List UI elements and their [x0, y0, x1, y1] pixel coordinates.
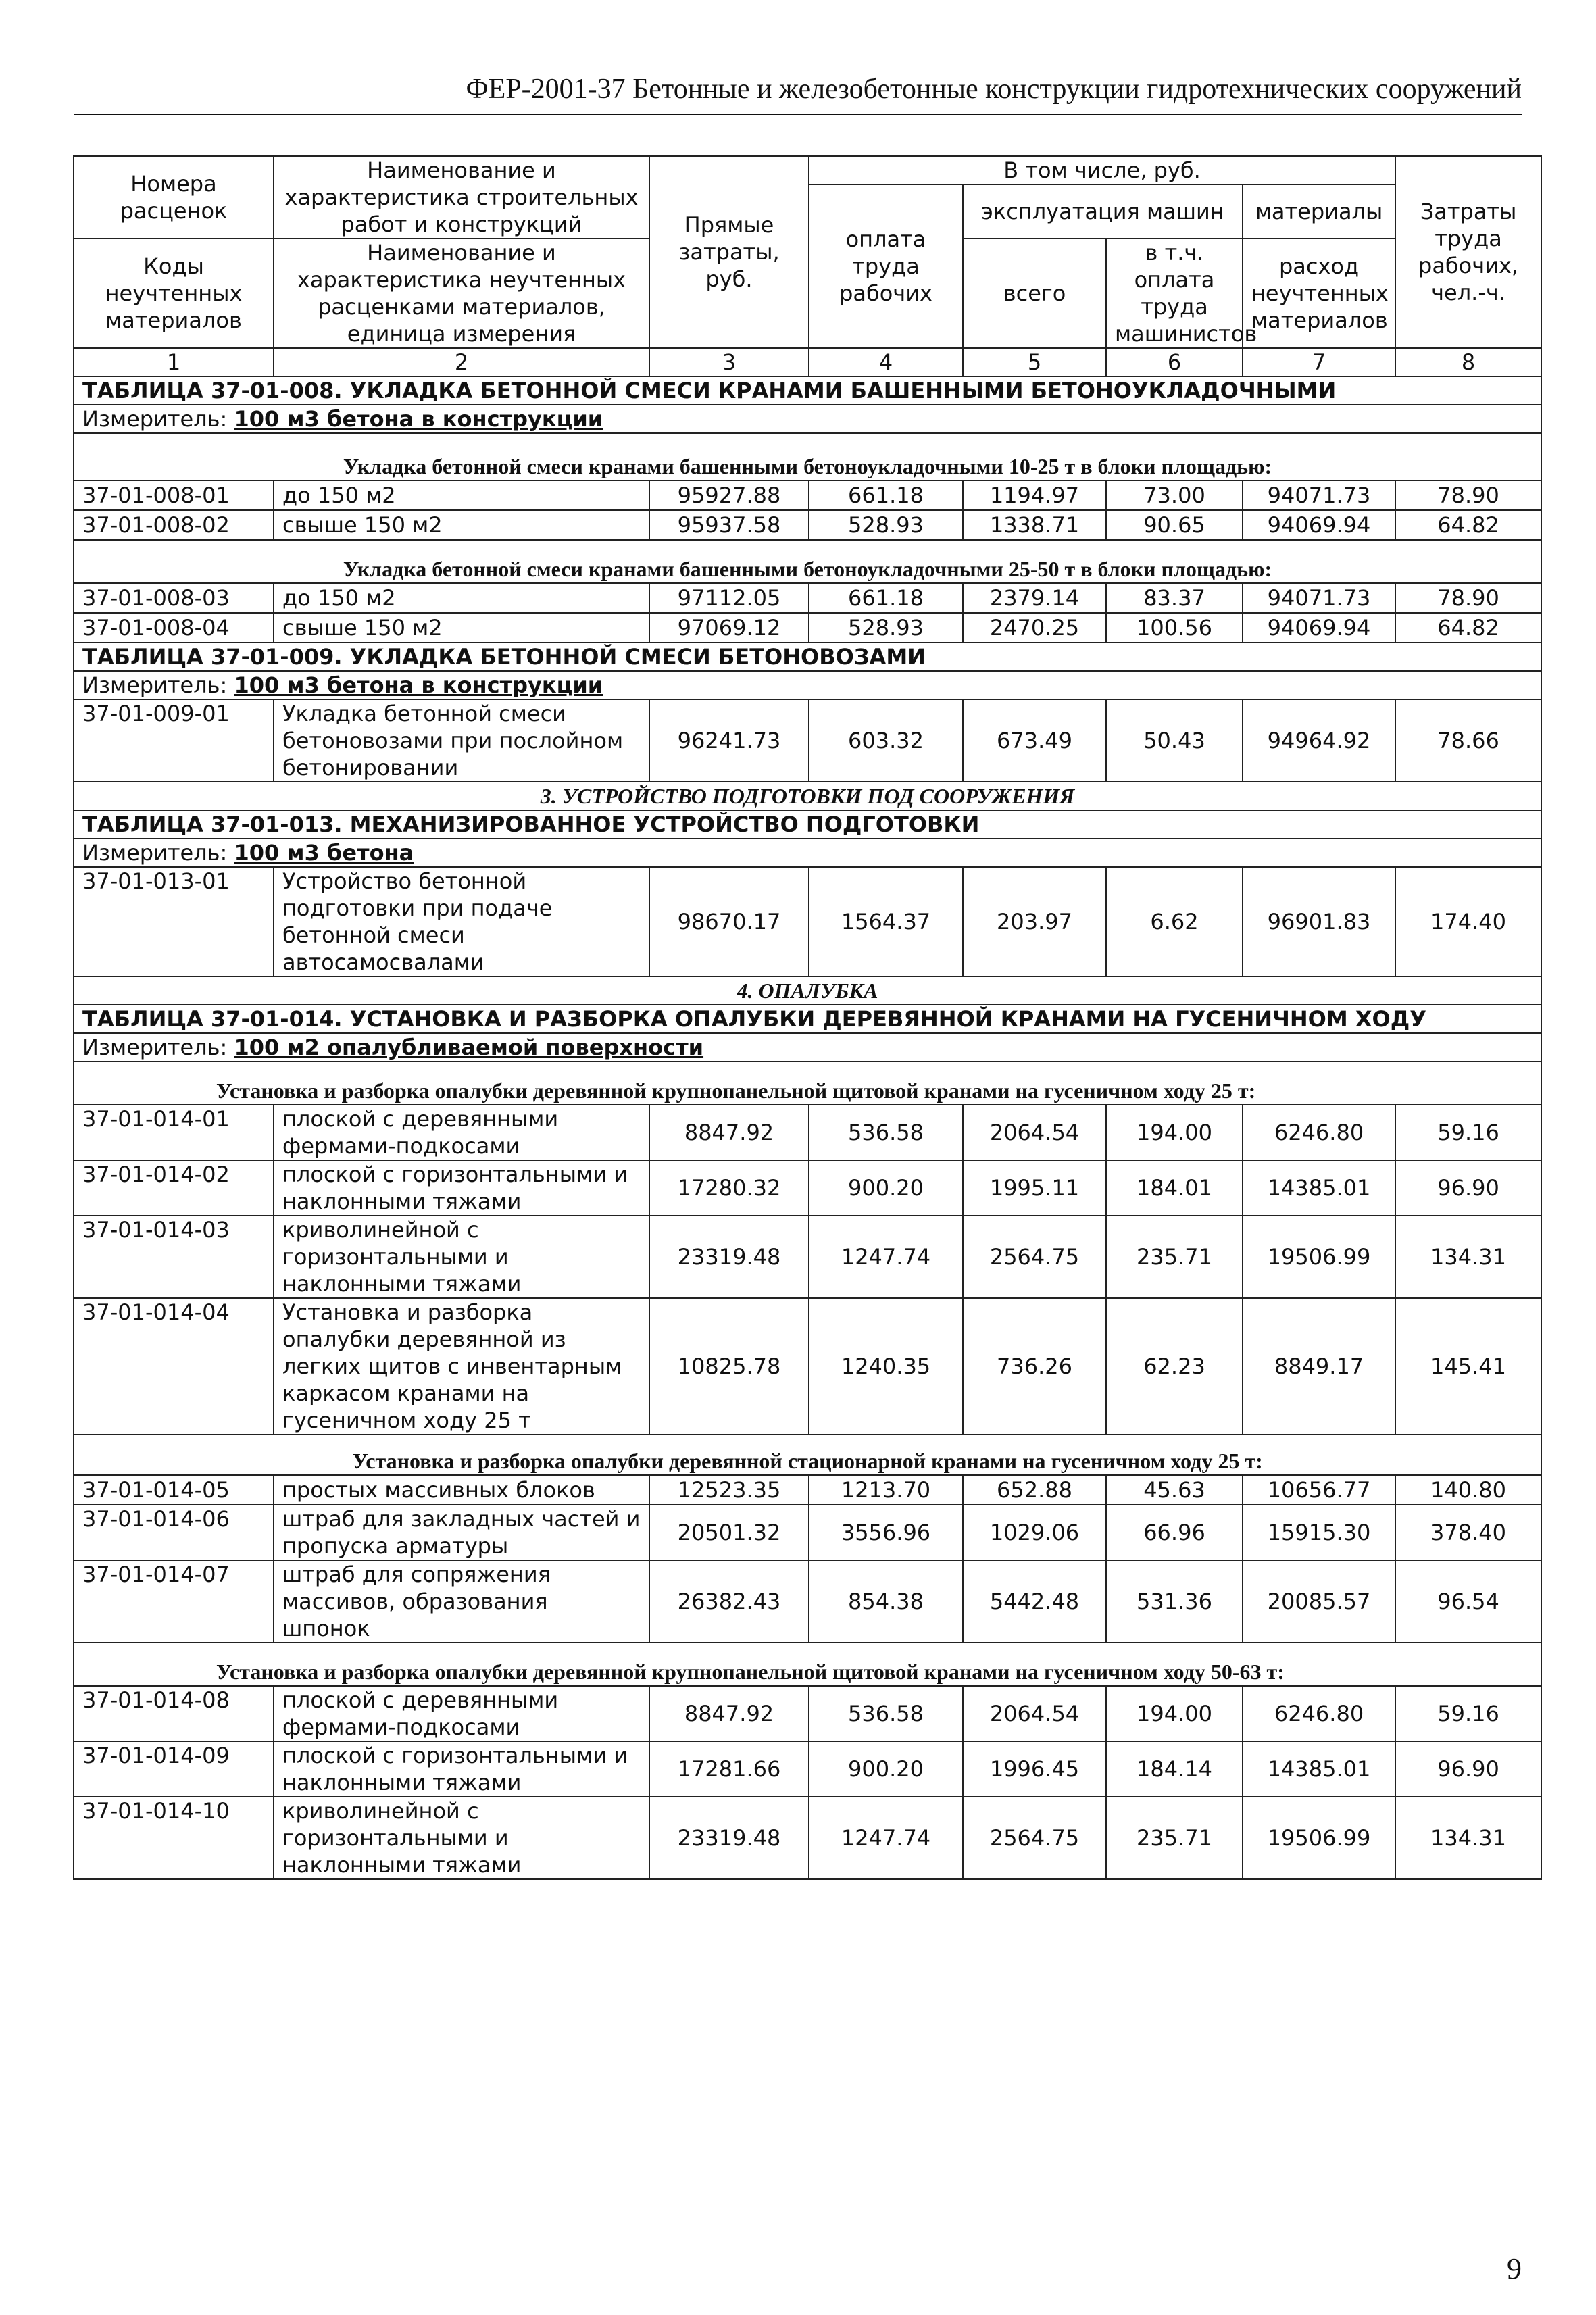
worker-pay: 528.93: [809, 613, 963, 643]
table-row: [74, 510, 1541, 540]
section-heading: 3. УСТРОЙСТВО ПОДГОТОВКИ ПОД СООРУЖЕНИЯ: [74, 782, 1541, 810]
direct-cost: 17281.66: [649, 1741, 809, 1797]
table-title: ТАБЛИЦА 37-01-014. УСТАНОВКА И РАЗБОРКА ОПАЛУБКИ ДЕРЕВЯННОЙ КРАНАМИ НА ГУСЕНИЧНОМ ХОДУ: [74, 1005, 1541, 1033]
machine-total: 5442.48: [963, 1560, 1106, 1643]
rate-code: 37-01-014-07: [74, 1560, 274, 1643]
machine-total: 203.97: [963, 867, 1106, 976]
machinist-pay: 50.43: [1106, 699, 1243, 782]
materials: 14385.01: [1243, 1741, 1395, 1797]
rate-code: 37-01-008-03: [74, 583, 274, 613]
machine-total: 2064.54: [963, 1686, 1106, 1741]
group-row: [74, 1062, 1541, 1105]
rate-name: Установка и разборка опалубки деревянной из легких щитов с инвентарным каркасом кранами на гусеничном ходу 25 т: [274, 1298, 649, 1435]
group-row: [74, 540, 1541, 583]
worker-pay: 900.20: [809, 1160, 963, 1216]
machine-total: 736.26: [963, 1298, 1106, 1435]
table-title-row: [74, 376, 1541, 405]
rate-name: штраб для закладных частей и пропуска арматуры: [274, 1505, 649, 1560]
group-heading: Укладка бетонной смеси кранами башенными бетоноукладочными 10-25 т в блоки площадью:: [74, 433, 1541, 480]
measure-label: Измеритель:: [82, 1035, 234, 1060]
materials: 94964.92: [1243, 699, 1395, 782]
worker-pay: 3556.96: [809, 1505, 963, 1560]
worker-pay: 661.18: [809, 480, 963, 510]
machinist-pay: 235.71: [1106, 1797, 1243, 1879]
machine-total: 2564.75: [963, 1216, 1106, 1298]
machinist-pay: 66.96: [1106, 1505, 1243, 1560]
column-numbers-row: [74, 348, 1541, 376]
measure-label: Измеритель:: [82, 672, 234, 698]
direct-cost: 12523.35: [649, 1475, 809, 1505]
table-row: [74, 1216, 1541, 1298]
group-heading: Установка и разборка опалубки деревянной крупнопанельной щитовой кранами на гусеничном ходу 50-63 т:: [74, 1643, 1541, 1686]
rate-name: Устройство бетонной подготовки при подаче бетонной смеси автосамосвалами: [274, 867, 649, 976]
worker-pay: 900.20: [809, 1741, 963, 1797]
labor-hours: 378.40: [1395, 1505, 1541, 1560]
materials: 6246.80: [1243, 1686, 1395, 1741]
machinist-pay: 235.71: [1106, 1216, 1243, 1298]
header-rule: [74, 114, 1522, 115]
table-row: [74, 480, 1541, 510]
labor-hours: 96.90: [1395, 1160, 1541, 1216]
rate-name: до 150 м2: [274, 583, 649, 613]
rate-name: криволинейной с горизонтальными и наклонными тяжами: [274, 1216, 649, 1298]
direct-cost: 23319.48: [649, 1216, 809, 1298]
table-row: [74, 1160, 1541, 1216]
rate-code: 37-01-014-09: [74, 1741, 274, 1797]
machine-total: 1194.97: [963, 480, 1106, 510]
header-col7: расход неучтенных материалов: [1243, 239, 1395, 348]
worker-pay: 536.58: [809, 1686, 963, 1741]
machinist-pay: 73.00: [1106, 480, 1243, 510]
table-title: ТАБЛИЦА 37-01-013. МЕХАНИЗИРОВАННОЕ УСТРОЙСТВО ПОДГОТОВКИ: [74, 810, 1541, 839]
group-heading: Установка и разборка опалубки деревянной крупнопанельной щитовой кранами на гусеничном ходу 25 т:: [74, 1062, 1541, 1105]
direct-cost: 8847.92: [649, 1105, 809, 1160]
table-row: [74, 1560, 1541, 1643]
measure-value: 100 м3 бетона: [234, 840, 414, 866]
group-row: [74, 433, 1541, 480]
table-title-row: [74, 810, 1541, 839]
header-col2-top: Наименование и характеристика строительных работ и конструкций: [274, 156, 649, 239]
measure: [74, 1033, 1541, 1062]
rate-code: 37-01-014-01: [74, 1105, 274, 1160]
header-col8: Затраты труда рабочих, чел.-ч.: [1395, 156, 1541, 348]
materials: 15915.30: [1243, 1505, 1395, 1560]
header-machines: эксплуатация машин: [963, 184, 1243, 239]
rate-code: 37-01-014-06: [74, 1505, 274, 1560]
table-row: [74, 1797, 1541, 1879]
materials: 94071.73: [1243, 583, 1395, 613]
page-number: 9: [1507, 2252, 1522, 2285]
rate-code: 37-01-014-10: [74, 1797, 274, 1879]
worker-pay: 1564.37: [809, 867, 963, 976]
machine-total: 1338.71: [963, 510, 1106, 540]
direct-cost: 98670.17: [649, 867, 809, 976]
rate-name: простых массивных блоков: [274, 1475, 649, 1505]
section-heading: 4. ОПАЛУБКА: [74, 976, 1541, 1005]
table-row: [74, 699, 1541, 782]
rate-code: 37-01-014-02: [74, 1160, 274, 1216]
machine-total: 2470.25: [963, 613, 1106, 643]
direct-cost: 17280.32: [649, 1160, 809, 1216]
rate-code: 37-01-008-02: [74, 510, 274, 540]
materials: 6246.80: [1243, 1105, 1395, 1160]
col-num-6: 6: [1106, 348, 1243, 376]
materials: 19506.99: [1243, 1797, 1395, 1879]
col-num-1: 1: [74, 348, 274, 376]
labor-hours: 78.90: [1395, 480, 1541, 510]
materials: 94071.73: [1243, 480, 1395, 510]
labor-hours: 96.54: [1395, 1560, 1541, 1643]
machine-total: 2379.14: [963, 583, 1106, 613]
machine-total: 1996.45: [963, 1741, 1106, 1797]
measure: [74, 405, 1541, 433]
machinist-pay: 531.36: [1106, 1560, 1243, 1643]
direct-cost: 97069.12: [649, 613, 809, 643]
worker-pay: 528.93: [809, 510, 963, 540]
labor-hours: 140.80: [1395, 1475, 1541, 1505]
table-title-row: [74, 1005, 1541, 1033]
materials: 8849.17: [1243, 1298, 1395, 1435]
table-row: [74, 867, 1541, 976]
machine-total: 652.88: [963, 1475, 1106, 1505]
labor-hours: 96.90: [1395, 1741, 1541, 1797]
labor-hours: 78.66: [1395, 699, 1541, 782]
machine-total: 1995.11: [963, 1160, 1106, 1216]
header-row-1: [74, 156, 1541, 184]
machine-total: 673.49: [963, 699, 1106, 782]
materials: 96901.83: [1243, 867, 1395, 976]
price-table: [73, 155, 1542, 1880]
worker-pay: 1247.74: [809, 1216, 963, 1298]
direct-cost: 10825.78: [649, 1298, 809, 1435]
rate-name: плоской с горизонтальными и наклонными тяжами: [274, 1160, 649, 1216]
worker-pay: 1240.35: [809, 1298, 963, 1435]
worker-pay: 1213.70: [809, 1475, 963, 1505]
labor-hours: 134.31: [1395, 1216, 1541, 1298]
col-num-4: 4: [809, 348, 963, 376]
machinist-pay: 194.00: [1106, 1686, 1243, 1741]
header-col2-bottom: Наименование и характеристика неучтенных расценками материалов, единица измерения: [274, 239, 649, 348]
col-num-5: 5: [963, 348, 1106, 376]
rate-name: свыше 150 м2: [274, 613, 649, 643]
labor-hours: 64.82: [1395, 613, 1541, 643]
header-incl: В том числе, руб.: [809, 156, 1395, 184]
rate-name: плоской с деревянными фермами-подкосами: [274, 1105, 649, 1160]
page-header: ФЕР-2001-37 Бетонные и железобетонные конструкции гидротехнических сооружений: [466, 74, 1522, 105]
worker-pay: 1247.74: [809, 1797, 963, 1879]
rate-name: Укладка бетонной смеси бетоновозами при послойном бетонировании: [274, 699, 649, 782]
measure-row: [74, 839, 1541, 867]
worker-pay: 854.38: [809, 1560, 963, 1643]
rate-name: криволинейной с горизонтальными и наклонными тяжами: [274, 1797, 649, 1879]
labor-hours: 134.31: [1395, 1797, 1541, 1879]
rate-name: до 150 м2: [274, 480, 649, 510]
header-col1-bottom: Коды неучтенных материалов: [74, 239, 274, 348]
materials: 10656.77: [1243, 1475, 1395, 1505]
table-title: ТАБЛИЦА 37-01-009. УКЛАДКА БЕТОННОЙ СМЕСИ БЕТОНОВОЗАМИ: [74, 643, 1541, 671]
measure-label: Измеритель:: [82, 840, 234, 866]
machinist-pay: 6.62: [1106, 867, 1243, 976]
measure-row: [74, 1033, 1541, 1062]
measure-row: [74, 671, 1541, 699]
machine-total: 2064.54: [963, 1105, 1106, 1160]
rate-code: 37-01-008-04: [74, 613, 274, 643]
table-title: ТАБЛИЦА 37-01-008. УКЛАДКА БЕТОННОЙ СМЕСИ КРАНАМИ БАШЕННЫМИ БЕТОНОУКЛАДОЧНЫМИ: [74, 376, 1541, 405]
rate-name: свыше 150 м2: [274, 510, 649, 540]
direct-cost: 8847.92: [649, 1686, 809, 1741]
section-row: [74, 782, 1541, 810]
col-num-8: 8: [1395, 348, 1541, 376]
table-row: [74, 1475, 1541, 1505]
rate-code: 37-01-009-01: [74, 699, 274, 782]
group-heading: Укладка бетонной смеси кранами башенными бетоноукладочными 25-50 т в блоки площадью:: [74, 540, 1541, 583]
labor-hours: 174.40: [1395, 867, 1541, 976]
labor-hours: 59.16: [1395, 1686, 1541, 1741]
table-row: [74, 1741, 1541, 1797]
table-row: [74, 613, 1541, 643]
header-col3: Прямые затраты, руб.: [649, 156, 809, 348]
col-num-7: 7: [1243, 348, 1395, 376]
group-heading: Установка и разборка опалубки деревянной стационарной кранами на гусеничном ходу 25 т:: [74, 1435, 1541, 1475]
direct-cost: 95927.88: [649, 480, 809, 510]
machine-total: 1029.06: [963, 1505, 1106, 1560]
materials: 19506.99: [1243, 1216, 1395, 1298]
labor-hours: 145.41: [1395, 1298, 1541, 1435]
measure-row: [74, 405, 1541, 433]
machinist-pay: 184.01: [1106, 1160, 1243, 1216]
machinist-pay: 184.14: [1106, 1741, 1243, 1797]
group-row: [74, 1435, 1541, 1475]
rate-code: 37-01-008-01: [74, 480, 274, 510]
materials: 14385.01: [1243, 1160, 1395, 1216]
header-col6: в т.ч. оплата труда машинистов: [1106, 239, 1243, 348]
rate-code: 37-01-014-05: [74, 1475, 274, 1505]
measure-label: Измеритель:: [82, 406, 234, 432]
header-materials: материалы: [1243, 184, 1395, 239]
worker-pay: 603.32: [809, 699, 963, 782]
direct-cost: 26382.43: [649, 1560, 809, 1643]
measure: [74, 671, 1541, 699]
direct-cost: 23319.48: [649, 1797, 809, 1879]
machinist-pay: 45.63: [1106, 1475, 1243, 1505]
direct-cost: 96241.73: [649, 699, 809, 782]
measure: [74, 839, 1541, 867]
direct-cost: 20501.32: [649, 1505, 809, 1560]
header-col4: оплата труда рабочих: [809, 184, 963, 348]
table-row: [74, 1298, 1541, 1435]
rate-name: плоской с горизонтальными и наклонными тяжами: [274, 1741, 649, 1797]
worker-pay: 536.58: [809, 1105, 963, 1160]
machinist-pay: 100.56: [1106, 613, 1243, 643]
machine-total: 2564.75: [963, 1797, 1106, 1879]
section-row: [74, 976, 1541, 1005]
labor-hours: 78.90: [1395, 583, 1541, 613]
materials: 94069.94: [1243, 613, 1395, 643]
measure-value: 100 м3 бетона в конструкции: [234, 672, 603, 698]
rate-name: плоской с деревянными фермами-подкосами: [274, 1686, 649, 1741]
machinist-pay: 194.00: [1106, 1105, 1243, 1160]
direct-cost: 97112.05: [649, 583, 809, 613]
measure-value: 100 м3 бетона в конструкции: [234, 406, 603, 432]
rate-code: 37-01-014-04: [74, 1298, 274, 1435]
measure-value: 100 м2 опалубливаемой поверхности: [234, 1035, 704, 1060]
labor-hours: 59.16: [1395, 1105, 1541, 1160]
header-col1-top: Номера расценок: [74, 156, 274, 239]
rate-code: 37-01-014-03: [74, 1216, 274, 1298]
machinist-pay: 83.37: [1106, 583, 1243, 613]
materials: 20085.57: [1243, 1560, 1395, 1643]
worker-pay: 661.18: [809, 583, 963, 613]
machinist-pay: 62.23: [1106, 1298, 1243, 1435]
rate-code: 37-01-014-08: [74, 1686, 274, 1741]
table-row: [74, 1105, 1541, 1160]
rate-name: штраб для сопряжения массивов, образования шпонок: [274, 1560, 649, 1643]
group-row: [74, 1643, 1541, 1686]
header-col5: всего: [963, 239, 1106, 348]
table-row: [74, 1686, 1541, 1741]
materials: 94069.94: [1243, 510, 1395, 540]
direct-cost: 95937.58: [649, 510, 809, 540]
rate-code: 37-01-013-01: [74, 867, 274, 976]
machinist-pay: 90.65: [1106, 510, 1243, 540]
table-row: [74, 583, 1541, 613]
table-row: [74, 1505, 1541, 1560]
col-num-3: 3: [649, 348, 809, 376]
labor-hours: 64.82: [1395, 510, 1541, 540]
table-title-row: [74, 643, 1541, 671]
col-num-2: 2: [274, 348, 649, 376]
